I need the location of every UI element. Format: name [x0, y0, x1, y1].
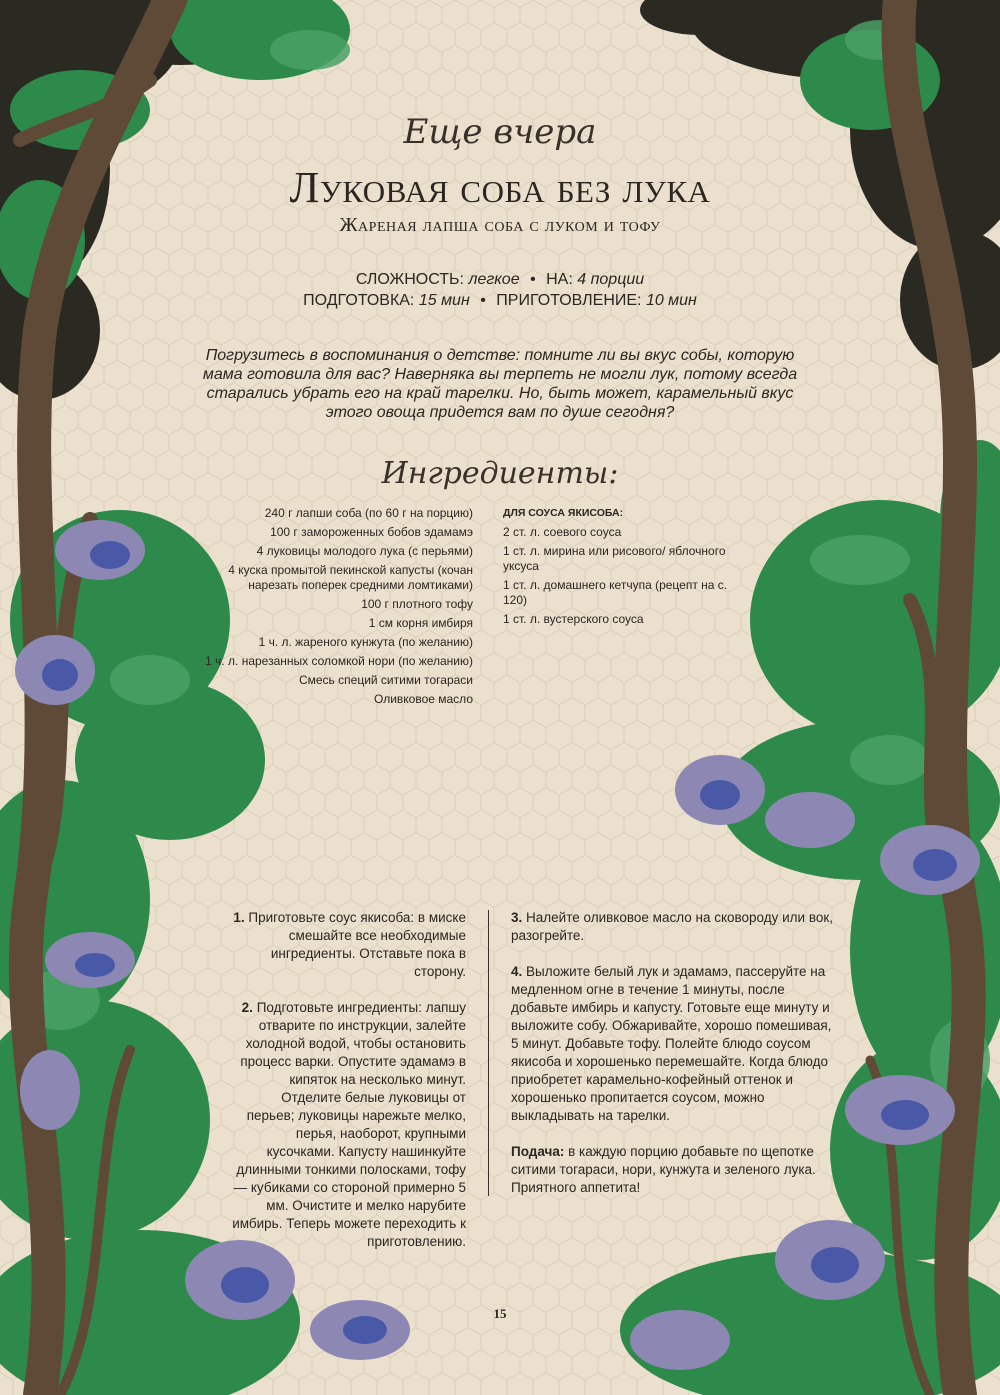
- serving-text: в каждую порцию добавьте по щепотке ситими тогараси, нори, кунжута и зеленого лука. Приятного аппетита!: [511, 1144, 816, 1195]
- ingredient-item: 1 ч. л. нарезанных соломкой нори (по желанию): [205, 654, 473, 668]
- page-title: Луковая соба без лука: [289, 163, 711, 212]
- serving-label: Подача:: [511, 1144, 565, 1159]
- step-text: Подготовьте ингредиенты: лапшу отварите по инструкции, залейте холодной водой, чтобы остановить процесс варки. Опустите эдамамэ в кипяток на несколько минут. Отделите белые луковицы от перьев; луковицы нарежьте мелко, перья, наоборот, крупными кусочками. Капусту нашинкуйте длинными тонкими полосками, тофу — кубиками со стороной примерно 5 мм. Очистите и мелко нарубите имбирь. Теперь можете переходить к приготовлению.: [232, 1000, 466, 1249]
- ingredient-item: 1 см корня имбиря: [368, 616, 473, 630]
- ingredient-item: 100 г плотного тофу: [361, 597, 473, 611]
- prep-label: ПОДГОТОВКА:: [303, 292, 415, 309]
- difficulty-value: легкое: [468, 271, 520, 288]
- cook-value: 10 мин: [645, 292, 697, 309]
- ingredient-item: 240 г лапши соба (по 60 г на порцию): [264, 506, 473, 520]
- step-number: 2.: [241, 1000, 253, 1015]
- step-number: 3.: [511, 910, 523, 925]
- cook-label: ПРИГОТОВЛЕНИЕ:: [496, 292, 642, 309]
- step-text: Приготовьте соус якисоба: в миске смешайте все необходимые ингредиенты. Отставьте пока в сторону.: [248, 910, 466, 979]
- steps-column-right: [511, 909, 841, 1215]
- step-text: Выложите белый лук и эдамамэ, пассеруйте на медленном огне в течение 1 минуты, после добавьте имбирь и капусту. Готовьте еще минуту и выложите собу. Обжаривайте, хорошо помешивая, 5 минут. Добавьте тофу. Полейте блюдо соусом якисоба и хорошенько перемешайте. Когда блюдо приобретет карамельно-кофейный оттенок и хорошенько пропитается соусом, можно выкладывать на тарелки.: [511, 964, 832, 1123]
- servings-label: НА:: [546, 271, 573, 288]
- separator-dot: •: [480, 292, 486, 309]
- step-number: 1.: [233, 910, 245, 925]
- column-divider: [488, 910, 489, 1196]
- ingredient-item: 1 ч. л. жареного кунжута (по желанию): [258, 635, 473, 649]
- step-text: Налейте оливковое масло на сковороду или вок, разогрейте.: [511, 910, 834, 943]
- step-1: [230, 909, 466, 981]
- servings-value: 4 порции: [577, 271, 645, 288]
- header-script-title: Еще вчера: [403, 112, 597, 152]
- separator-dot: •: [530, 271, 536, 288]
- sauce-ingredient-item: 1 ст. л. мирина или рисового/ яблочного уксуса: [503, 544, 726, 573]
- sauce-ingredient-item: 1 ст. л. вустерского соуса: [503, 612, 644, 626]
- step-2: [230, 999, 466, 1251]
- step-4: [511, 963, 841, 1125]
- dish-subtitle: Жареная лапша соба с луком и тофу: [339, 214, 661, 236]
- page-number: 15: [493, 1306, 507, 1321]
- ingredient-item: Оливковое масло: [374, 692, 473, 706]
- recipe-meta-line-2: [150, 292, 850, 310]
- recipe-meta-line-1: [200, 271, 800, 289]
- steps-column-left: [230, 909, 466, 1269]
- difficulty-label: СЛОЖНОСТЬ:: [355, 271, 464, 288]
- intro-paragraph: Погрузитесь в воспоминания о детстве: помните ли вы вкус собы, которую мама готовила для вас? Наверняка вы терпеть не могли лук, потому всегда старались убрать его на край тарелки. Но, быть может, карамельный вкус этого овоща придется вам по душе сегодня?: [202, 347, 798, 421]
- sauce-ingredient-item: 2 ст. л. соевого соуса: [503, 525, 622, 539]
- sauce-ingredients-list: [503, 506, 733, 631]
- ingredient-item: Смесь специй ситими тогараси: [298, 673, 473, 687]
- step-3: [511, 909, 841, 945]
- ingredient-item: 4 куска промытой пекинской капусты (кочан нарезать поперек средними ломтиками): [228, 563, 473, 592]
- ingredient-item: 4 луковицы молодого лука (с перьями): [256, 544, 473, 558]
- ingredients-heading: Ингредиенты:: [381, 456, 619, 491]
- ingredients-main-list: [200, 506, 473, 711]
- prep-value: 15 мин: [418, 292, 470, 309]
- step-number: 4.: [511, 964, 523, 979]
- ingredient-item: 100 г замороженных бобов эдамамэ: [270, 525, 473, 539]
- sauce-ingredient-item: 1 ст. л. домашнего кетчупа (рецепт на с. 120): [503, 578, 728, 607]
- serving-note: [511, 1143, 841, 1197]
- sauce-title: ДЛЯ СОУСА ЯКИСОБА:: [503, 507, 624, 519]
